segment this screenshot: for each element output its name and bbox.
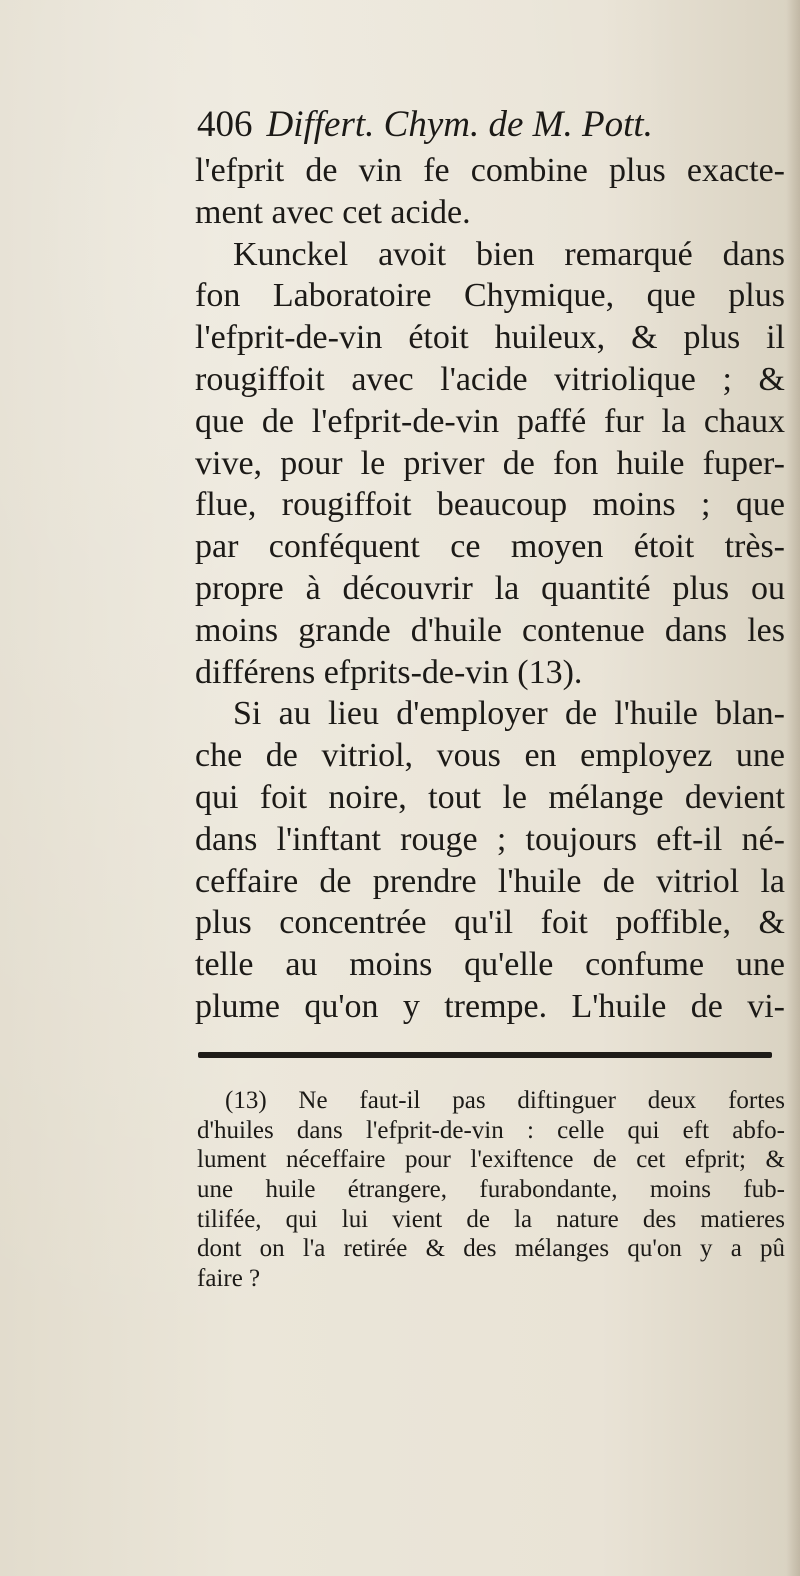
footnote-line: d'huiles dans l'efprit-de-vin : celle qui eft abfo- — [197, 1116, 785, 1144]
text-line: plume qu'on y trempe. L'huile de vi- — [195, 987, 785, 1025]
text-line: flue, rougiffoit beaucoup moins ; que — [195, 486, 785, 524]
text-line: ceffaire de prendre l'huile de vitriol la — [195, 862, 785, 900]
footnote-line: (13) Ne faut-il pas diftinguer deux fortes — [225, 1087, 785, 1114]
footnote-rule — [198, 1052, 772, 1058]
text-line: ment avec cet acide. — [195, 193, 471, 231]
text-line: che de vitriol, vous en employez une — [195, 737, 785, 775]
text-line: l'efprit de vin fe combine plus exacte- — [195, 152, 785, 189]
footnote-line: lument néceffaire pour l'exiftence de cet efprit; & — [197, 1146, 785, 1174]
text-line: dans l'inftant rouge ; toujours eft-il né- — [195, 820, 785, 858]
footnote-line: une huile étrangere, furabondante, moins fub- — [197, 1176, 785, 1204]
text-line: qui foit noire, tout le mélange devient — [195, 778, 785, 816]
text-line: fon Laboratoire Chymique, que plus — [195, 277, 785, 315]
page-number: 406 — [197, 104, 253, 145]
text-line: par conféquent ce moyen étoit très- — [195, 528, 785, 566]
text-line: rougiffoit avec l'acide vitriolique ; & — [195, 360, 785, 398]
text-line: propre à découvrir la quantité plus ou — [195, 569, 785, 607]
footnote-line: dont on l'a retirée & des mélanges qu'on y a pû — [197, 1235, 785, 1263]
page-edge-shadow — [786, 0, 800, 1576]
text-line: telle au moins qu'elle confume une — [195, 946, 785, 984]
text-line: Kunckel avoit bien remarqué dans — [233, 235, 785, 273]
text-line: différens efprits-de-vin (13). — [195, 653, 583, 691]
footnote-line: faire ? — [197, 1265, 261, 1293]
text-line: que de l'efprit-de-vin paffé fur la chaux — [195, 402, 785, 440]
page-header — [197, 100, 757, 150]
text-line: moins grande d'huile contenue dans les — [195, 611, 785, 649]
text-line: vive, pour le priver de fon huile fuper- — [195, 444, 785, 482]
footnote-line: tilifée, qui lui vient de la nature des matieres — [197, 1205, 785, 1233]
footnote — [197, 1086, 785, 1294]
text-line: l'efprit-de-vin étoit huileux, & plus il — [195, 319, 785, 357]
body-text — [195, 150, 785, 1028]
text-line: Si au lieu d'employer de l'huile blan- — [233, 695, 785, 733]
running-title: Differt. Chym. de M. Pott. — [266, 104, 653, 145]
text-line: plus concentrée qu'il foit poffible, & — [195, 904, 785, 942]
